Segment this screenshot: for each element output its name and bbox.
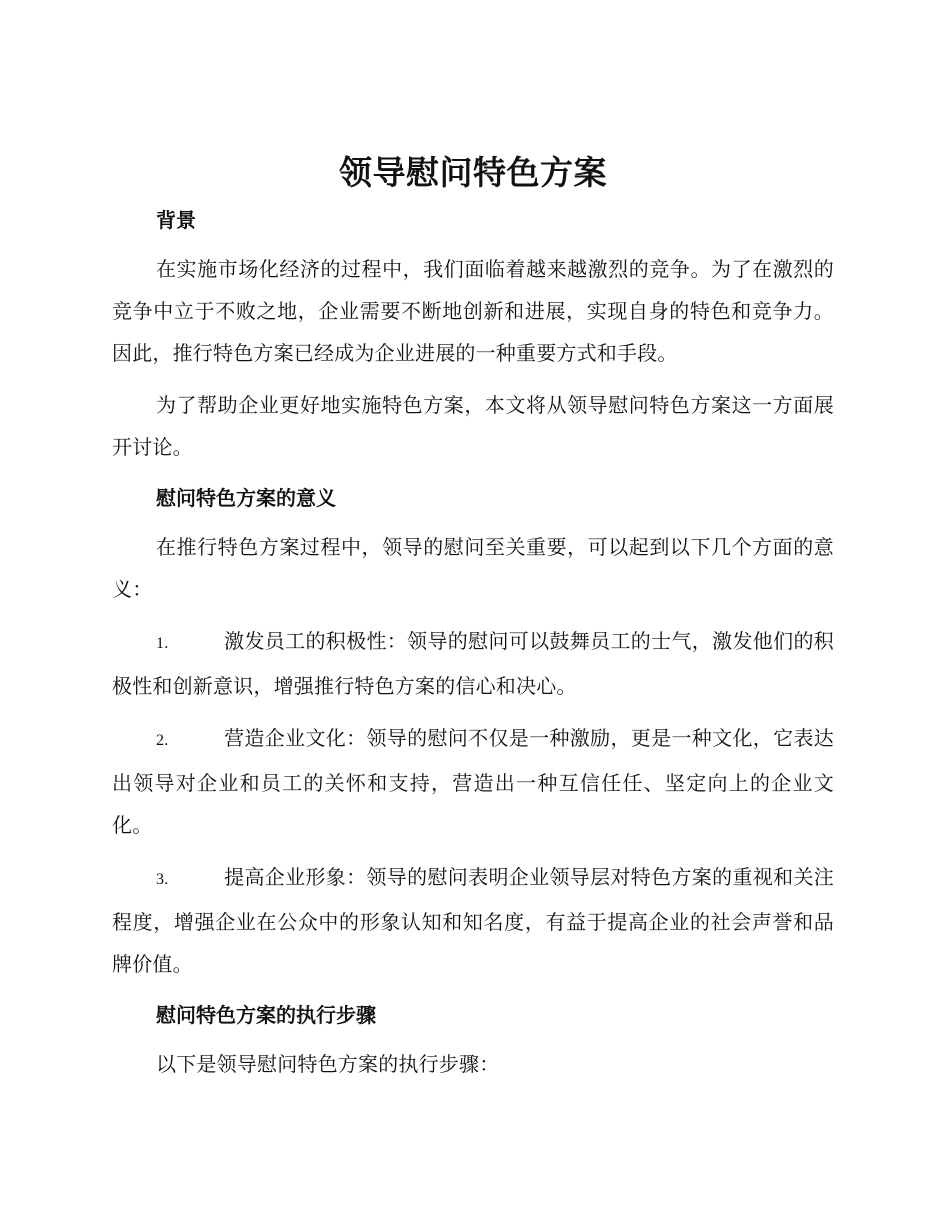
list-text: 提高企业形象：领导的慰问表明企业领导层对特色方案的重视和关注程度，增强企业在公众中的形象认知和知名度，有益于提高企业的社会声誉和品牌价值。 [112, 865, 834, 976]
list-text: 激发员工的积极性：领导的慰问可以鼓舞员工的士气，激发他们的积极性和创新意识，增强推行特色方案的信心和决心。 [112, 629, 834, 698]
list-text: 营造企业文化：领导的慰问不仅是一种激励，更是一种文化，它表达出领导对企业和员工的关怀和支持，营造出一种互信任任、坚定向上的企业文化。 [112, 726, 834, 837]
list-item [112, 620, 834, 707]
section-heading: 背景 [156, 208, 196, 232]
paragraph: 在推行特色方案过程中，领导的慰问至关重要，可以起到以下几个方面的意义： [112, 535, 834, 601]
list-item [112, 717, 834, 846]
paragraph: 为了帮助企业更好地实施特色方案，本文将从领导慰问特色方案这一方面展开讨论。 [112, 393, 834, 459]
document-title: 领导慰问特色方案 [339, 153, 607, 192]
section-heading: 慰问特色方案的意义 [156, 486, 336, 510]
list-number: 2. [156, 732, 169, 749]
paragraph: 以下是领导慰问特色方案的执行步骤： [156, 1052, 500, 1076]
section-background [112, 200, 834, 468]
list-item [112, 856, 834, 985]
list-number: 1. [156, 635, 169, 652]
paragraph: 在实施市场化经济的过程中，我们面临着越来越激烈的竞争。为了在激烈的竞争中立于不败之地，企业需要不断地创新和进展，实现自身的特色和竞争力。因此，推行特色方案已经成为企业进展的一种重要方式和手段。 [112, 257, 834, 365]
list-number: 3. [156, 871, 169, 888]
document-body [112, 148, 834, 1095]
section-steps [112, 995, 834, 1085]
section-significance [112, 478, 834, 985]
section-heading: 慰问特色方案的执行步骤 [156, 1003, 376, 1027]
